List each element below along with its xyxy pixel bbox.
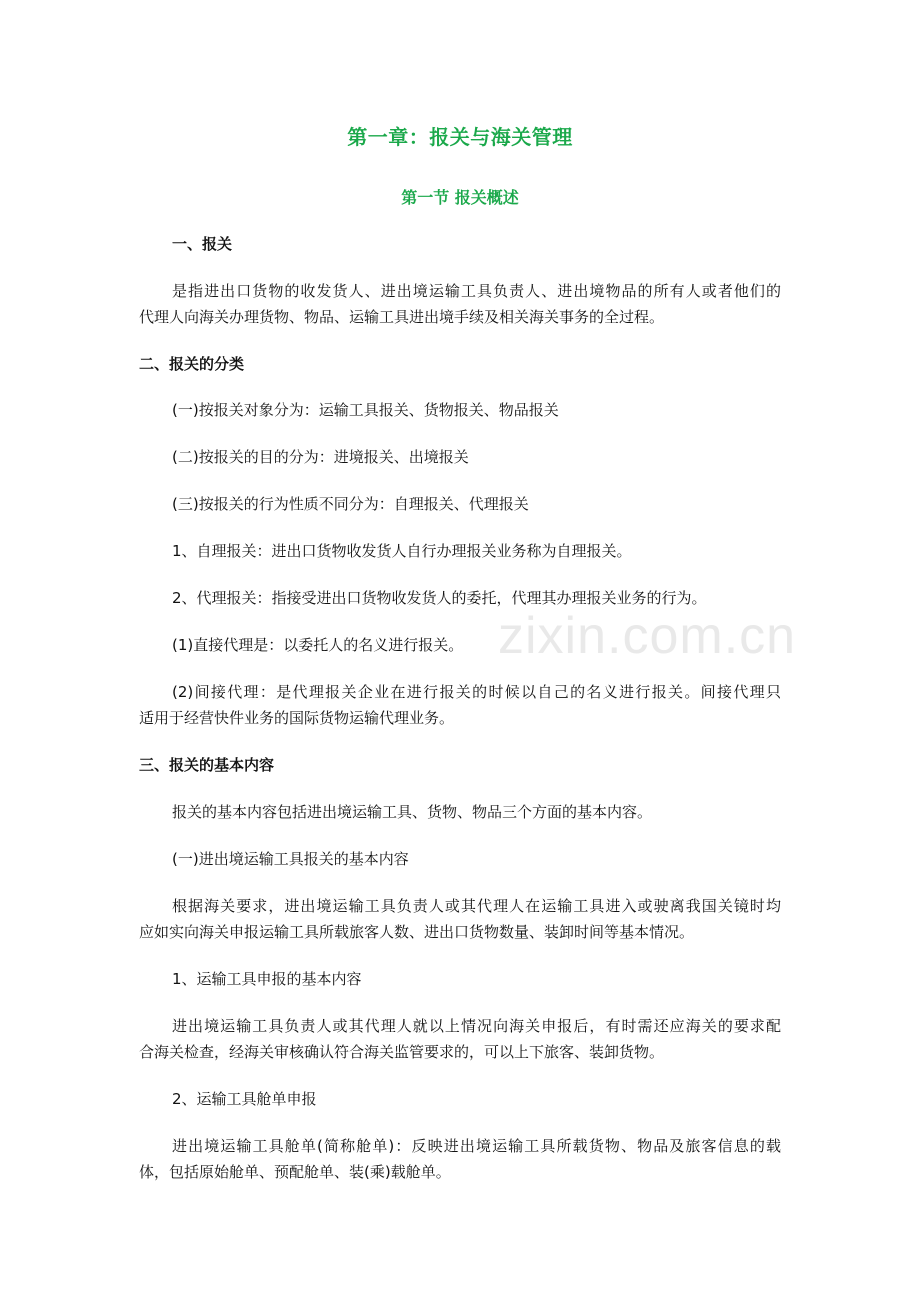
paragraph-line: 应如实向海关申报运输工具所载旅客人数、进出口货物数量、装卸时间等基本情况。: [139, 923, 695, 941]
paragraph-line: 合海关检查，经海关审核确认符合海关监管要求的，可以上下旅客、装卸货物。: [139, 1043, 665, 1061]
list-item: (三)按报关的行为性质不同分为：自理报关、代理报关: [172, 495, 529, 513]
list-item: 1、自理报关：进出口货物收发货人自行办理报关业务称为自理报关。: [172, 542, 632, 560]
heading-basic-content: 三、报关的基本内容: [139, 756, 275, 774]
subheading: (一)进出境运输工具报关的基本内容: [172, 850, 409, 868]
paragraph-inspection: [139, 1013, 781, 1065]
paragraph-line: (2)间接代理：是代理报关企业在进行报关的时候以自己的名义进行报关。间接代理只: [172, 683, 781, 701]
paragraph-line: 代理人向海关办理货物、物品、运输工具进出境手续及相关海关事务的全过程。: [139, 308, 665, 326]
paragraph-line: 进出境运输工具舱单(简称舱单)：反映进出境运输工具所载货物、物品及旅客信息的载: [172, 1137, 781, 1155]
watermark: zixin.com.cn: [498, 607, 797, 665]
paragraph-line: 适用于经营快件业务的国际货物运输代理业务。: [139, 709, 455, 727]
heading-baoguan: 一、报关: [172, 235, 233, 253]
paragraph-line: 是指进出口货物的收发货人、进出境运输工具负责人、进出境物品的所有人或者他们的: [172, 282, 781, 300]
subheading: 1、运输工具申报的基本内容: [172, 970, 362, 988]
paragraph-manifest: [139, 1133, 781, 1185]
list-item: 2、代理报关：指接受进出口货物收发货人的委托，代理其办理报关业务的行为。: [172, 589, 707, 607]
paragraph-line: 根据海关要求，进出境运输工具负责人或其代理人在运输工具进入或驶离我国关镜时均: [172, 897, 781, 915]
paragraph-line: 进出境运输工具负责人或其代理人就以上情况向海关申报后，有时需还应海关的要求配: [172, 1017, 781, 1035]
paragraph-definition: [139, 278, 781, 330]
paragraph-transport-declaration: [139, 893, 781, 945]
chapter-title: 第一章：报关与海关管理: [347, 125, 573, 149]
subheading: 2、运输工具舱单申报: [172, 1090, 317, 1108]
list-item: (二)按报关的目的分为：进境报关、出境报关: [172, 448, 469, 466]
section-title: 第一节 报关概述: [401, 188, 519, 207]
paragraph: 报关的基本内容包括进出境运输工具、货物、物品三个方面的基本内容。: [172, 803, 653, 821]
paragraph-line: 体，包括原始舱单、预配舱单、装(乘)载舱单。: [139, 1163, 451, 1181]
heading-classification: 二、报关的分类: [139, 355, 245, 373]
list-item: (1)直接代理是：以委托人的名义进行报关。: [172, 636, 464, 654]
list-item: (一)按报关对象分为：运输工具报关、货物报关、物品报关: [172, 401, 559, 419]
paragraph-indirect-agent: [139, 679, 781, 731]
